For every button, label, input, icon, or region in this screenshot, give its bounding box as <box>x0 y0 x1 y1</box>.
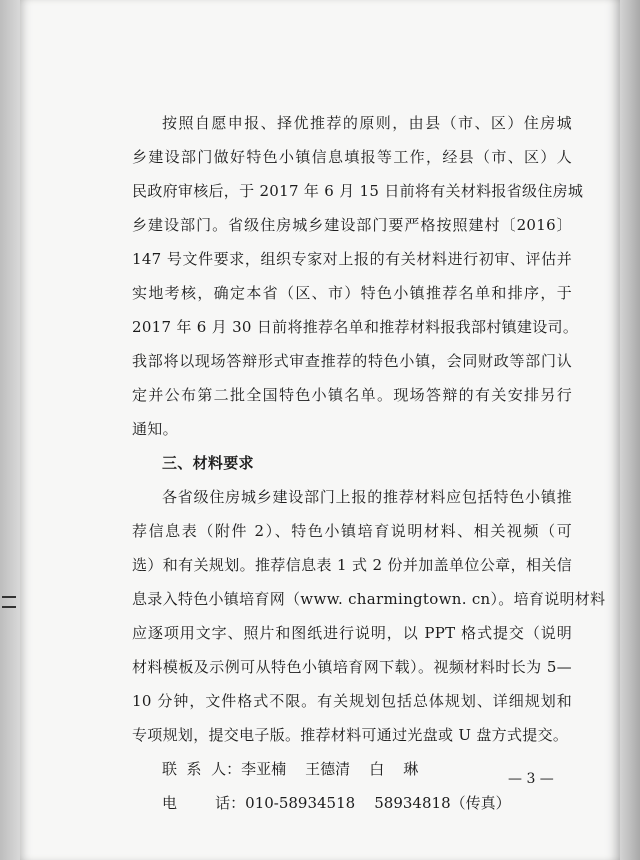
text-line: 应逐项用文字、照片和图纸进行说明，以 PPT 格式提交（说明 <box>132 624 572 642</box>
contact-people: 联 系 人：李亚楠 王德清 白 琳 <box>162 760 419 778</box>
text-line: 定并公布第二批全国特色小镇名单。现场答辩的有关安排另行 <box>132 386 572 404</box>
text-line: 147 号文件要求，组织专家对上报的有关材料进行初审、评估并 <box>132 250 572 268</box>
page-right-edge <box>620 0 640 860</box>
page-number: — 3 — <box>508 771 554 787</box>
text-line: 按照自愿申报、择优推荐的原则，由县（市、区）住房城 <box>162 114 572 132</box>
text-line: 乡建设部门做好特色小镇信息填报等工作，经县（市、区）人 <box>132 148 572 166</box>
text-line: 通知。 <box>132 420 178 438</box>
text-line: 乡建设部门。省级住房城乡建设部门要严格按照建村〔2016〕 <box>132 216 572 234</box>
section-heading: 三、材料要求 <box>162 454 254 472</box>
text-line: 民政府审核后，于 2017 年 6 月 15 日前将有关材料报省级住房城 <box>132 182 584 200</box>
page-left-edge <box>0 0 20 860</box>
text-line: 荐信息表（附件 2）、特色小镇培育说明材料、相关视频（可 <box>132 522 572 540</box>
text-line: 材料模板及示例可从特色小镇培育网下载）。视频材料时长为 5— <box>132 658 572 676</box>
document-page <box>20 0 620 860</box>
text-line: 专项规划，提交电子版。推荐材料可通过光盘或 U 盘方式提交。 <box>132 726 569 744</box>
text-line: 息录入特色小镇培育网（www. charmingtown. cn）。培育说明材料 <box>132 590 606 608</box>
text-line: 2017 年 6 月 30 日前将推荐名单和推荐材料报我部村镇建设司。 <box>132 318 579 336</box>
text-line: 10 分钟，文件格式不限。有关规划包括总体规划、详细规划和 <box>132 692 572 710</box>
text-line: 选）和有关规划。推荐信息表 1 式 2 份并加盖单位公章，相关信 <box>132 556 572 574</box>
text-line: 各省级住房城乡建设部门上报的推荐材料应包括特色小镇推 <box>162 488 572 506</box>
text-line: 我部将以现场答辩形式审查推荐的特色小镇，会同财政等部门认 <box>132 352 572 370</box>
binding-mark <box>2 596 16 608</box>
text-line: 实地考核，确定本省（区、市）特色小镇推荐名单和排序，于 <box>132 284 572 302</box>
contact-phone: 电 话：010-58934518 58934818（传真） <box>162 794 511 812</box>
